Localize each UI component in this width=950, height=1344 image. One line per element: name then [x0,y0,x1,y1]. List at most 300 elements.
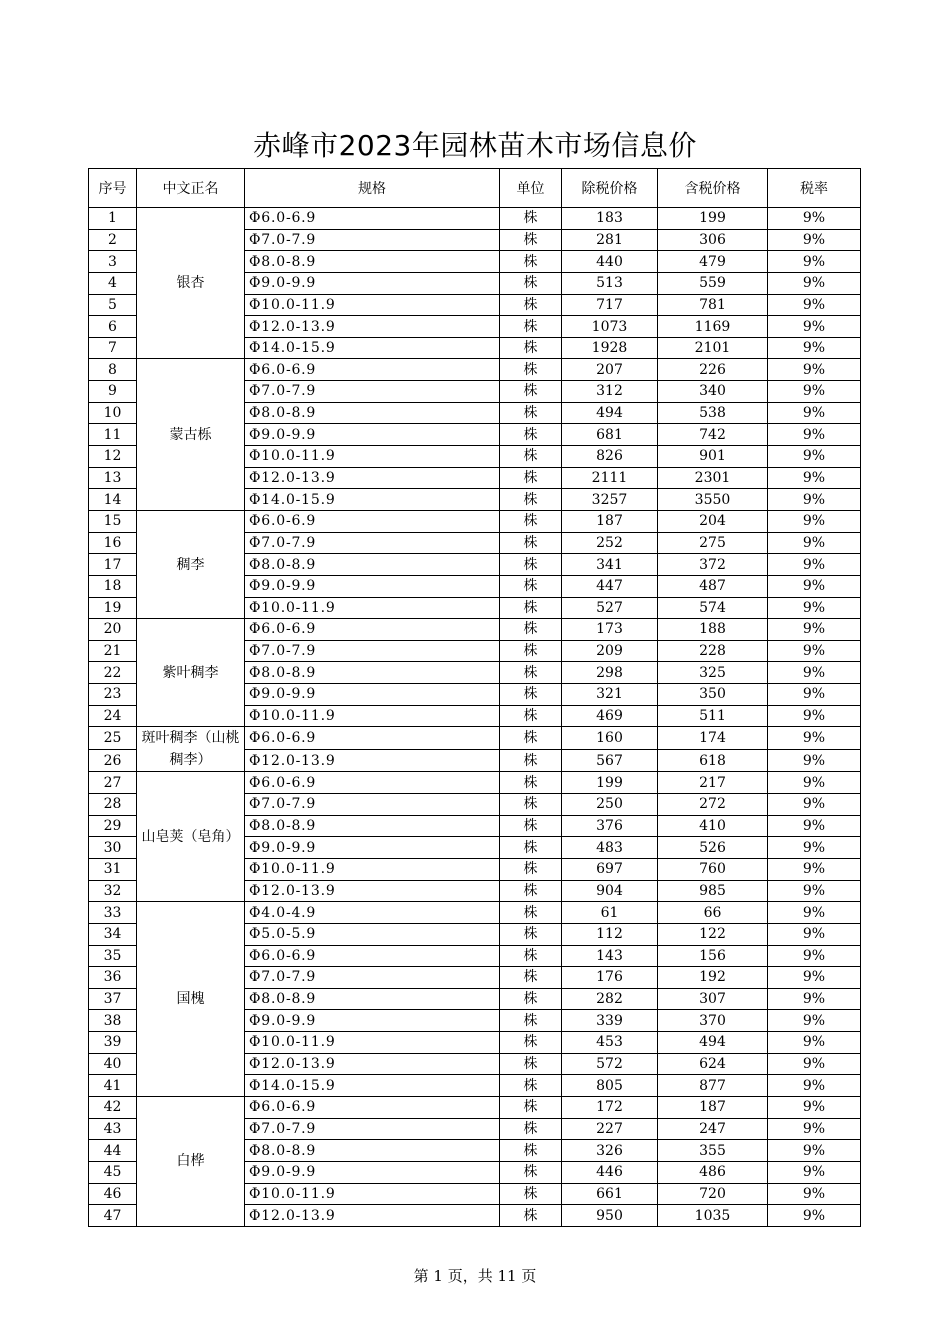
row-price-ex-tax: 326 [562,1140,658,1162]
row-price-inc-tax: 307 [658,988,768,1010]
table-row [89,902,861,924]
row-price-ex-tax: 321 [562,684,658,706]
row-unit: 株 [500,902,562,924]
row-index: 19 [89,597,137,619]
row-tax-rate: 9% [768,1161,861,1183]
row-tax-rate: 9% [768,1096,861,1118]
row-spec: Φ6.0-6.9 [245,772,500,794]
row-index: 45 [89,1161,137,1183]
header-index: 序号 [89,169,137,208]
table-body [89,208,861,1227]
row-unit: 株 [500,251,562,273]
row-unit: 株 [500,749,562,772]
row-unit: 株 [500,1140,562,1162]
row-price-inc-tax: 355 [658,1140,768,1162]
row-tax-rate: 9% [768,1075,861,1097]
row-price-ex-tax: 2111 [562,467,658,489]
row-index: 2 [89,229,137,251]
row-spec: Φ14.0-15.9 [245,489,500,511]
row-index: 16 [89,532,137,554]
page-footer: 第 1 页，共 11 页 [413,1267,537,1285]
row-unit: 株 [500,467,562,489]
row-unit: 株 [500,272,562,294]
row-price-inc-tax: 199 [658,208,768,230]
row-unit: 株 [500,640,562,662]
row-price-inc-tax: 372 [658,554,768,576]
row-unit: 株 [500,402,562,424]
row-spec: Φ9.0-9.9 [245,272,500,294]
row-price-inc-tax: 174 [658,727,768,750]
row-index: 21 [89,640,137,662]
row-price-inc-tax: 985 [658,880,768,902]
header-tax-rate: 税率 [768,169,861,208]
species-name: 蒙古栎 [137,359,245,510]
row-index: 33 [89,902,137,924]
row-unit: 株 [500,815,562,837]
row-unit: 株 [500,424,562,446]
row-price-ex-tax: 298 [562,662,658,684]
table-row [89,772,861,794]
row-unit: 株 [500,510,562,532]
row-price-inc-tax: 228 [658,640,768,662]
row-price-inc-tax: 877 [658,1075,768,1097]
row-spec: Φ10.0-11.9 [245,705,500,727]
row-spec: Φ10.0-11.9 [245,597,500,619]
row-spec: Φ8.0-8.9 [245,815,500,837]
row-unit: 株 [500,1205,562,1227]
row-price-ex-tax: 160 [562,727,658,750]
row-price-inc-tax: 66 [658,902,768,924]
row-price-ex-tax: 483 [562,837,658,859]
row-spec: Φ6.0-6.9 [245,945,500,967]
row-price-ex-tax: 187 [562,510,658,532]
row-tax-rate: 9% [768,945,861,967]
row-unit: 株 [500,359,562,381]
row-unit: 株 [500,1118,562,1140]
species-name: 山皂荚（皂角） [137,772,245,902]
row-tax-rate: 9% [768,554,861,576]
row-spec: Φ8.0-8.9 [245,402,500,424]
row-spec: Φ8.0-8.9 [245,988,500,1010]
row-unit: 株 [500,1010,562,1032]
row-spec: Φ6.0-6.9 [245,619,500,641]
row-unit: 株 [500,794,562,816]
row-spec: Φ5.0-5.9 [245,923,500,945]
row-spec: Φ6.0-6.9 [245,359,500,381]
row-unit: 株 [500,446,562,468]
row-tax-rate: 9% [768,794,861,816]
row-price-ex-tax: 252 [562,532,658,554]
table-row [89,510,861,532]
row-price-inc-tax: 217 [658,772,768,794]
row-price-inc-tax: 538 [658,402,768,424]
table-row [89,619,861,641]
row-index: 35 [89,945,137,967]
row-index: 32 [89,880,137,902]
row-unit: 株 [500,988,562,1010]
row-unit: 株 [500,597,562,619]
row-tax-rate: 9% [768,467,861,489]
row-spec: Φ14.0-15.9 [245,1075,500,1097]
row-unit: 株 [500,1096,562,1118]
row-price-ex-tax: 1928 [562,337,658,359]
row-tax-rate: 9% [768,880,861,902]
row-unit: 株 [500,337,562,359]
row-spec: Φ8.0-8.9 [245,1140,500,1162]
row-tax-rate: 9% [768,815,861,837]
row-unit: 株 [500,923,562,945]
header-price-inc-tax: 含税价格 [658,169,768,208]
row-unit: 株 [500,945,562,967]
row-index: 27 [89,772,137,794]
row-unit: 株 [500,316,562,338]
table-header-row [89,169,861,208]
row-tax-rate: 9% [768,1183,861,1205]
row-price-inc-tax: 494 [658,1032,768,1054]
row-unit: 株 [500,381,562,403]
row-spec: Φ8.0-8.9 [245,662,500,684]
table-row [89,1096,861,1118]
row-price-ex-tax: 3257 [562,489,658,511]
row-spec: Φ12.0-13.9 [245,316,500,338]
header-spec: 规格 [245,169,500,208]
row-price-inc-tax: 350 [658,684,768,706]
row-tax-rate: 9% [768,489,861,511]
row-unit: 株 [500,1183,562,1205]
row-index: 44 [89,1140,137,1162]
row-price-inc-tax: 760 [658,858,768,880]
row-price-ex-tax: 446 [562,1161,658,1183]
row-price-ex-tax: 513 [562,272,658,294]
row-index: 47 [89,1205,137,1227]
row-price-ex-tax: 826 [562,446,658,468]
header-unit: 单位 [500,169,562,208]
row-unit: 株 [500,554,562,576]
row-tax-rate: 9% [768,772,861,794]
row-price-ex-tax: 469 [562,705,658,727]
row-price-inc-tax: 2101 [658,337,768,359]
row-unit: 株 [500,684,562,706]
row-spec: Φ7.0-7.9 [245,967,500,989]
row-price-inc-tax: 574 [658,597,768,619]
row-tax-rate: 9% [768,532,861,554]
row-tax-rate: 9% [768,684,861,706]
row-price-ex-tax: 661 [562,1183,658,1205]
row-tax-rate: 9% [768,402,861,424]
row-price-inc-tax: 226 [658,359,768,381]
row-tax-rate: 9% [768,988,861,1010]
row-price-inc-tax: 511 [658,705,768,727]
row-index: 14 [89,489,137,511]
row-index: 40 [89,1053,137,1075]
row-unit: 株 [500,705,562,727]
row-unit: 株 [500,858,562,880]
row-price-inc-tax: 1169 [658,316,768,338]
row-spec: Φ12.0-13.9 [245,1053,500,1075]
row-price-inc-tax: 204 [658,510,768,532]
row-price-inc-tax: 156 [658,945,768,967]
row-price-inc-tax: 781 [658,294,768,316]
price-table [88,168,861,1227]
row-index: 22 [89,662,137,684]
row-price-ex-tax: 567 [562,749,658,772]
row-spec: Φ9.0-9.9 [245,424,500,446]
row-tax-rate: 9% [768,837,861,859]
row-spec: Φ9.0-9.9 [245,575,500,597]
row-index: 23 [89,684,137,706]
row-price-ex-tax: 805 [562,1075,658,1097]
row-unit: 株 [500,229,562,251]
row-tax-rate: 9% [768,1205,861,1227]
row-tax-rate: 9% [768,619,861,641]
row-price-inc-tax: 720 [658,1183,768,1205]
row-tax-rate: 9% [768,229,861,251]
row-spec: Φ7.0-7.9 [245,229,500,251]
row-price-ex-tax: 250 [562,794,658,816]
row-price-ex-tax: 1073 [562,316,658,338]
row-price-ex-tax: 904 [562,880,658,902]
row-price-ex-tax: 341 [562,554,658,576]
row-unit: 株 [500,575,562,597]
row-price-inc-tax: 3550 [658,489,768,511]
row-tax-rate: 9% [768,294,861,316]
row-price-inc-tax: 272 [658,794,768,816]
row-tax-rate: 9% [768,446,861,468]
row-index: 42 [89,1096,137,1118]
row-spec: Φ7.0-7.9 [245,794,500,816]
row-index: 24 [89,705,137,727]
row-price-ex-tax: 453 [562,1032,658,1054]
table-row [89,359,861,381]
species-name: 白桦 [137,1096,245,1226]
row-price-inc-tax: 340 [658,381,768,403]
row-price-ex-tax: 440 [562,251,658,273]
row-spec: Φ6.0-6.9 [245,510,500,532]
row-index: 9 [89,381,137,403]
row-spec: Φ8.0-8.9 [245,251,500,273]
row-price-inc-tax: 487 [658,575,768,597]
row-index: 12 [89,446,137,468]
row-spec: Φ10.0-11.9 [245,1032,500,1054]
row-index: 18 [89,575,137,597]
row-unit: 株 [500,619,562,641]
row-tax-rate: 9% [768,575,861,597]
row-tax-rate: 9% [768,749,861,772]
row-spec: Φ9.0-9.9 [245,837,500,859]
row-price-ex-tax: 527 [562,597,658,619]
row-price-ex-tax: 697 [562,858,658,880]
row-tax-rate: 9% [768,923,861,945]
row-price-inc-tax: 479 [658,251,768,273]
row-price-inc-tax: 2301 [658,467,768,489]
row-price-inc-tax: 742 [658,424,768,446]
row-index: 13 [89,467,137,489]
row-index: 20 [89,619,137,641]
row-price-ex-tax: 281 [562,229,658,251]
row-index: 36 [89,967,137,989]
row-price-inc-tax: 325 [658,662,768,684]
row-index: 11 [89,424,137,446]
row-spec: Φ6.0-6.9 [245,1096,500,1118]
row-price-inc-tax: 247 [658,1118,768,1140]
row-index: 7 [89,337,137,359]
row-unit: 株 [500,1032,562,1054]
row-tax-rate: 9% [768,727,861,750]
header-name: 中文正名 [137,169,245,208]
row-price-inc-tax: 624 [658,1053,768,1075]
row-price-ex-tax: 143 [562,945,658,967]
row-index: 25 [89,727,137,750]
row-price-ex-tax: 572 [562,1053,658,1075]
row-price-ex-tax: 312 [562,381,658,403]
row-price-ex-tax: 183 [562,208,658,230]
row-index: 26 [89,749,137,772]
row-price-inc-tax: 410 [658,815,768,837]
row-index: 29 [89,815,137,837]
row-spec: Φ14.0-15.9 [245,337,500,359]
row-index: 1 [89,208,137,230]
row-tax-rate: 9% [768,1053,861,1075]
row-spec: Φ12.0-13.9 [245,1205,500,1227]
row-price-ex-tax: 681 [562,424,658,446]
row-tax-rate: 9% [768,662,861,684]
table-row [89,727,861,750]
row-tax-rate: 9% [768,359,861,381]
row-spec: Φ9.0-9.9 [245,684,500,706]
row-spec: Φ7.0-7.9 [245,532,500,554]
row-price-ex-tax: 112 [562,923,658,945]
row-index: 30 [89,837,137,859]
row-spec: Φ10.0-11.9 [245,294,500,316]
header-price-ex-tax: 除税价格 [562,169,658,208]
row-price-ex-tax: 494 [562,402,658,424]
row-spec: Φ9.0-9.9 [245,1010,500,1032]
row-unit: 株 [500,772,562,794]
row-index: 38 [89,1010,137,1032]
row-spec: Φ9.0-9.9 [245,1161,500,1183]
row-index: 37 [89,988,137,1010]
row-tax-rate: 9% [768,597,861,619]
row-tax-rate: 9% [768,858,861,880]
row-index: 43 [89,1118,137,1140]
row-price-inc-tax: 122 [658,923,768,945]
row-price-inc-tax: 618 [658,749,768,772]
row-unit: 株 [500,1161,562,1183]
row-tax-rate: 9% [768,705,861,727]
row-index: 3 [89,251,137,273]
row-index: 6 [89,316,137,338]
row-index: 39 [89,1032,137,1054]
row-tax-rate: 9% [768,381,861,403]
row-unit: 株 [500,967,562,989]
row-tax-rate: 9% [768,510,861,532]
row-spec: Φ6.0-6.9 [245,208,500,230]
row-spec: Φ10.0-11.9 [245,858,500,880]
row-index: 15 [89,510,137,532]
row-price-ex-tax: 227 [562,1118,658,1140]
row-price-inc-tax: 306 [658,229,768,251]
row-spec: Φ10.0-11.9 [245,1183,500,1205]
row-unit: 株 [500,727,562,750]
row-unit: 株 [500,208,562,230]
row-price-inc-tax: 275 [658,532,768,554]
row-tax-rate: 9% [768,640,861,662]
row-price-ex-tax: 172 [562,1096,658,1118]
row-unit: 株 [500,662,562,684]
row-tax-rate: 9% [768,316,861,338]
row-price-inc-tax: 187 [658,1096,768,1118]
species-name: 紫叶稠李 [137,619,245,727]
row-price-inc-tax: 1035 [658,1205,768,1227]
row-price-inc-tax: 370 [658,1010,768,1032]
row-spec: Φ4.0-4.9 [245,902,500,924]
row-price-ex-tax: 376 [562,815,658,837]
row-tax-rate: 9% [768,337,861,359]
row-tax-rate: 9% [768,251,861,273]
row-index: 46 [89,1183,137,1205]
row-tax-rate: 9% [768,1010,861,1032]
row-index: 4 [89,272,137,294]
row-price-ex-tax: 207 [562,359,658,381]
row-price-ex-tax: 950 [562,1205,658,1227]
row-unit: 株 [500,489,562,511]
row-index: 17 [89,554,137,576]
row-index: 31 [89,858,137,880]
species-name: 国槐 [137,902,245,1097]
page-title: 赤峰市2023年园林苗木市场信息价 [253,129,697,162]
row-unit: 株 [500,837,562,859]
row-index: 34 [89,923,137,945]
row-spec: Φ7.0-7.9 [245,1118,500,1140]
row-spec: Φ6.0-6.9 [245,727,500,750]
row-index: 10 [89,402,137,424]
row-price-ex-tax: 176 [562,967,658,989]
row-price-ex-tax: 61 [562,902,658,924]
row-unit: 株 [500,880,562,902]
row-price-inc-tax: 526 [658,837,768,859]
row-spec: Φ12.0-13.9 [245,749,500,772]
row-tax-rate: 9% [768,208,861,230]
row-price-ex-tax: 209 [562,640,658,662]
row-tax-rate: 9% [768,967,861,989]
row-price-inc-tax: 188 [658,619,768,641]
row-price-inc-tax: 486 [658,1161,768,1183]
row-price-ex-tax: 339 [562,1010,658,1032]
row-spec: Φ12.0-13.9 [245,880,500,902]
row-tax-rate: 9% [768,1140,861,1162]
row-unit: 株 [500,532,562,554]
row-price-ex-tax: 173 [562,619,658,641]
row-index: 41 [89,1075,137,1097]
row-tax-rate: 9% [768,902,861,924]
row-index: 8 [89,359,137,381]
table-row [89,208,861,230]
species-name: 银杏 [137,208,245,359]
row-index: 5 [89,294,137,316]
row-unit: 株 [500,1075,562,1097]
species-name: 斑叶稠李（山桃稠李） [137,727,245,772]
row-price-ex-tax: 717 [562,294,658,316]
row-spec: Φ12.0-13.9 [245,467,500,489]
row-price-inc-tax: 901 [658,446,768,468]
row-tax-rate: 9% [768,424,861,446]
row-spec: Φ7.0-7.9 [245,381,500,403]
row-price-inc-tax: 559 [658,272,768,294]
species-name: 稠李 [137,510,245,618]
row-unit: 株 [500,294,562,316]
row-index: 28 [89,794,137,816]
row-spec: Φ10.0-11.9 [245,446,500,468]
